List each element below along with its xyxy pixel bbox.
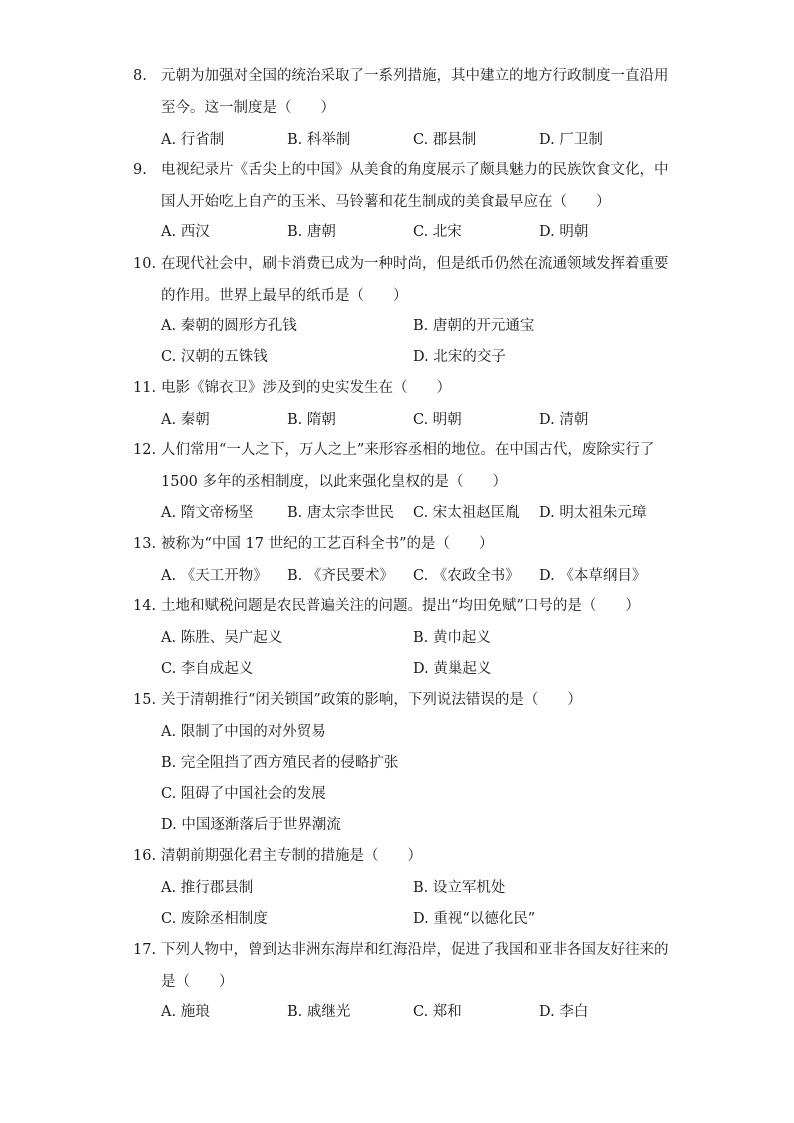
question-number: 12. [133,442,157,458]
question-9 [133,154,673,218]
option-d: D. 厂卫制 [539,132,603,148]
option-a: A. 秦朝的圆形方孔钱 [161,318,297,334]
question-14 [133,590,673,622]
option-a: A. 《天工开物》 [161,568,268,584]
option-c: C. 废除丞相制度 [161,911,268,927]
option-b: B. 唐朝 [287,224,336,240]
question-17 [133,934,673,998]
question-number: 15. [133,692,157,708]
options-row [161,404,681,436]
options-row [161,560,681,592]
option-c: C. 郡县制 [413,132,477,148]
question-12 [133,434,673,498]
question-stem: 土地和赋税问题是农民普遍关注的问题。提出“均田免赋”口号的是（ ） [161,598,640,614]
question-16 [133,840,673,872]
question-stem: 清朝前期强化君主专制的措施是（ ） [161,848,422,864]
options-row [161,653,681,685]
question-number: 9. [133,162,147,178]
option-c: C. 汉朝的五铢钱 [161,349,268,365]
question-8 [133,60,673,124]
question-number: 13. [133,536,157,552]
option-b: B. 唐太宗李世民 [287,505,394,521]
option-c: C. 北宋 [413,224,462,240]
option-a: A. 西汉 [161,224,210,240]
question-stem: 电视纪录片《舌尖上的中国》从美食的角度展示了颇具魅力的民族饮食文化，中国人开始吃上自产的玉米、马铃薯和花生制成的美食最早应在（ ） [161,162,669,210]
question-stem: 电影《锦衣卫》涉及到的史实发生在（ ） [161,380,451,396]
option-c: C. 宋太祖赵匡胤 [413,505,520,521]
question-stem: 元朝为加强对全国的统治采取了一系列措施，其中建立的地方行政制度一直沿用至今。这一制度是（ ） [161,68,669,116]
options-row [161,622,681,654]
option-d: D. 明朝 [539,224,589,240]
option-b: B. 设立军机处 [413,880,506,896]
option-a: A. 推行郡县制 [161,880,254,896]
option-b: B. 科举制 [287,132,351,148]
question-stem: 被称为“中国 17 世纪的工艺百科全书”的是（ ） [161,536,494,552]
question-stem: 关于清朝推行“闭关锁国”政策的影响，下列说法错误的是（ ） [161,692,582,708]
question-number: 10. [133,256,157,272]
option-d: D. 李白 [539,1004,589,1020]
question-number: 11. [133,380,157,396]
option-d: D. 中国逐渐落后于世界潮流 [161,817,341,833]
question-15 [133,684,673,716]
question-13 [133,528,673,560]
question-11 [133,372,673,404]
option-b: B. 完全阻挡了西方殖民者的侵略扩张 [161,755,399,771]
question-number: 14. [133,598,157,614]
option-c: C. 阻碍了中国社会的发展 [161,786,326,802]
option-c: C. 李自成起义 [161,661,254,677]
options-row [161,310,681,342]
options-row [161,341,681,373]
option-b: B. 戚继光 [287,1004,351,1020]
option-b: B. 黄巾起义 [413,630,491,646]
option-a: A. 行省制 [161,132,225,148]
option-b: B. 《齐民要术》 [287,568,394,584]
option-a: A. 隋文帝杨坚 [161,505,254,521]
option-d: D. 黄巢起义 [413,661,492,677]
question-number: 16. [133,848,157,864]
option-d: D. 《本草纲目》 [539,568,647,584]
question-10 [133,248,673,312]
option-a: A. 秦朝 [161,412,210,428]
options-row [161,872,681,904]
options-row [161,124,681,156]
options-row [161,996,681,1028]
option-c: C. 明朝 [413,412,462,428]
option-c: C. 《农政全书》 [413,568,520,584]
question-stem: 在现代社会中，刷卡消费已成为一种时尚，但是纸币仍然在流通领域发挥着重要的作用。世界上最早的纸币是（ ） [161,256,669,304]
option-d: D. 重视“以德化民” [413,911,536,927]
options-row [161,216,681,248]
option-a: A. 陈胜、吴广起义 [161,630,283,646]
question-number: 8. [133,68,147,84]
option-b: B. 唐朝的开元通宝 [413,318,535,334]
option-b: B. 隋朝 [287,412,336,428]
question-stem: 下列人物中，曾到达非洲东海岸和红海沿岸，促进了我国和亚非各国友好往来的是（ ） [161,942,669,990]
options-row [161,497,681,529]
option-c: C. 郑和 [413,1004,462,1020]
option-a: A. 限制了中国的对外贸易 [161,724,326,740]
options-row [161,903,681,935]
option-d: D. 明太祖朱元璋 [539,505,647,521]
option-d: D. 清朝 [539,412,589,428]
question-stem: 人们常用“一人之下，万人之上”来形容丞相的地位。在中国古代，废除实行了 1500 多年的丞相制度，以此来强化皇权的是（ ） [161,442,655,490]
option-a: A. 施琅 [161,1004,210,1020]
question-number: 17. [133,942,157,958]
option-d: D. 北宋的交子 [413,349,506,365]
